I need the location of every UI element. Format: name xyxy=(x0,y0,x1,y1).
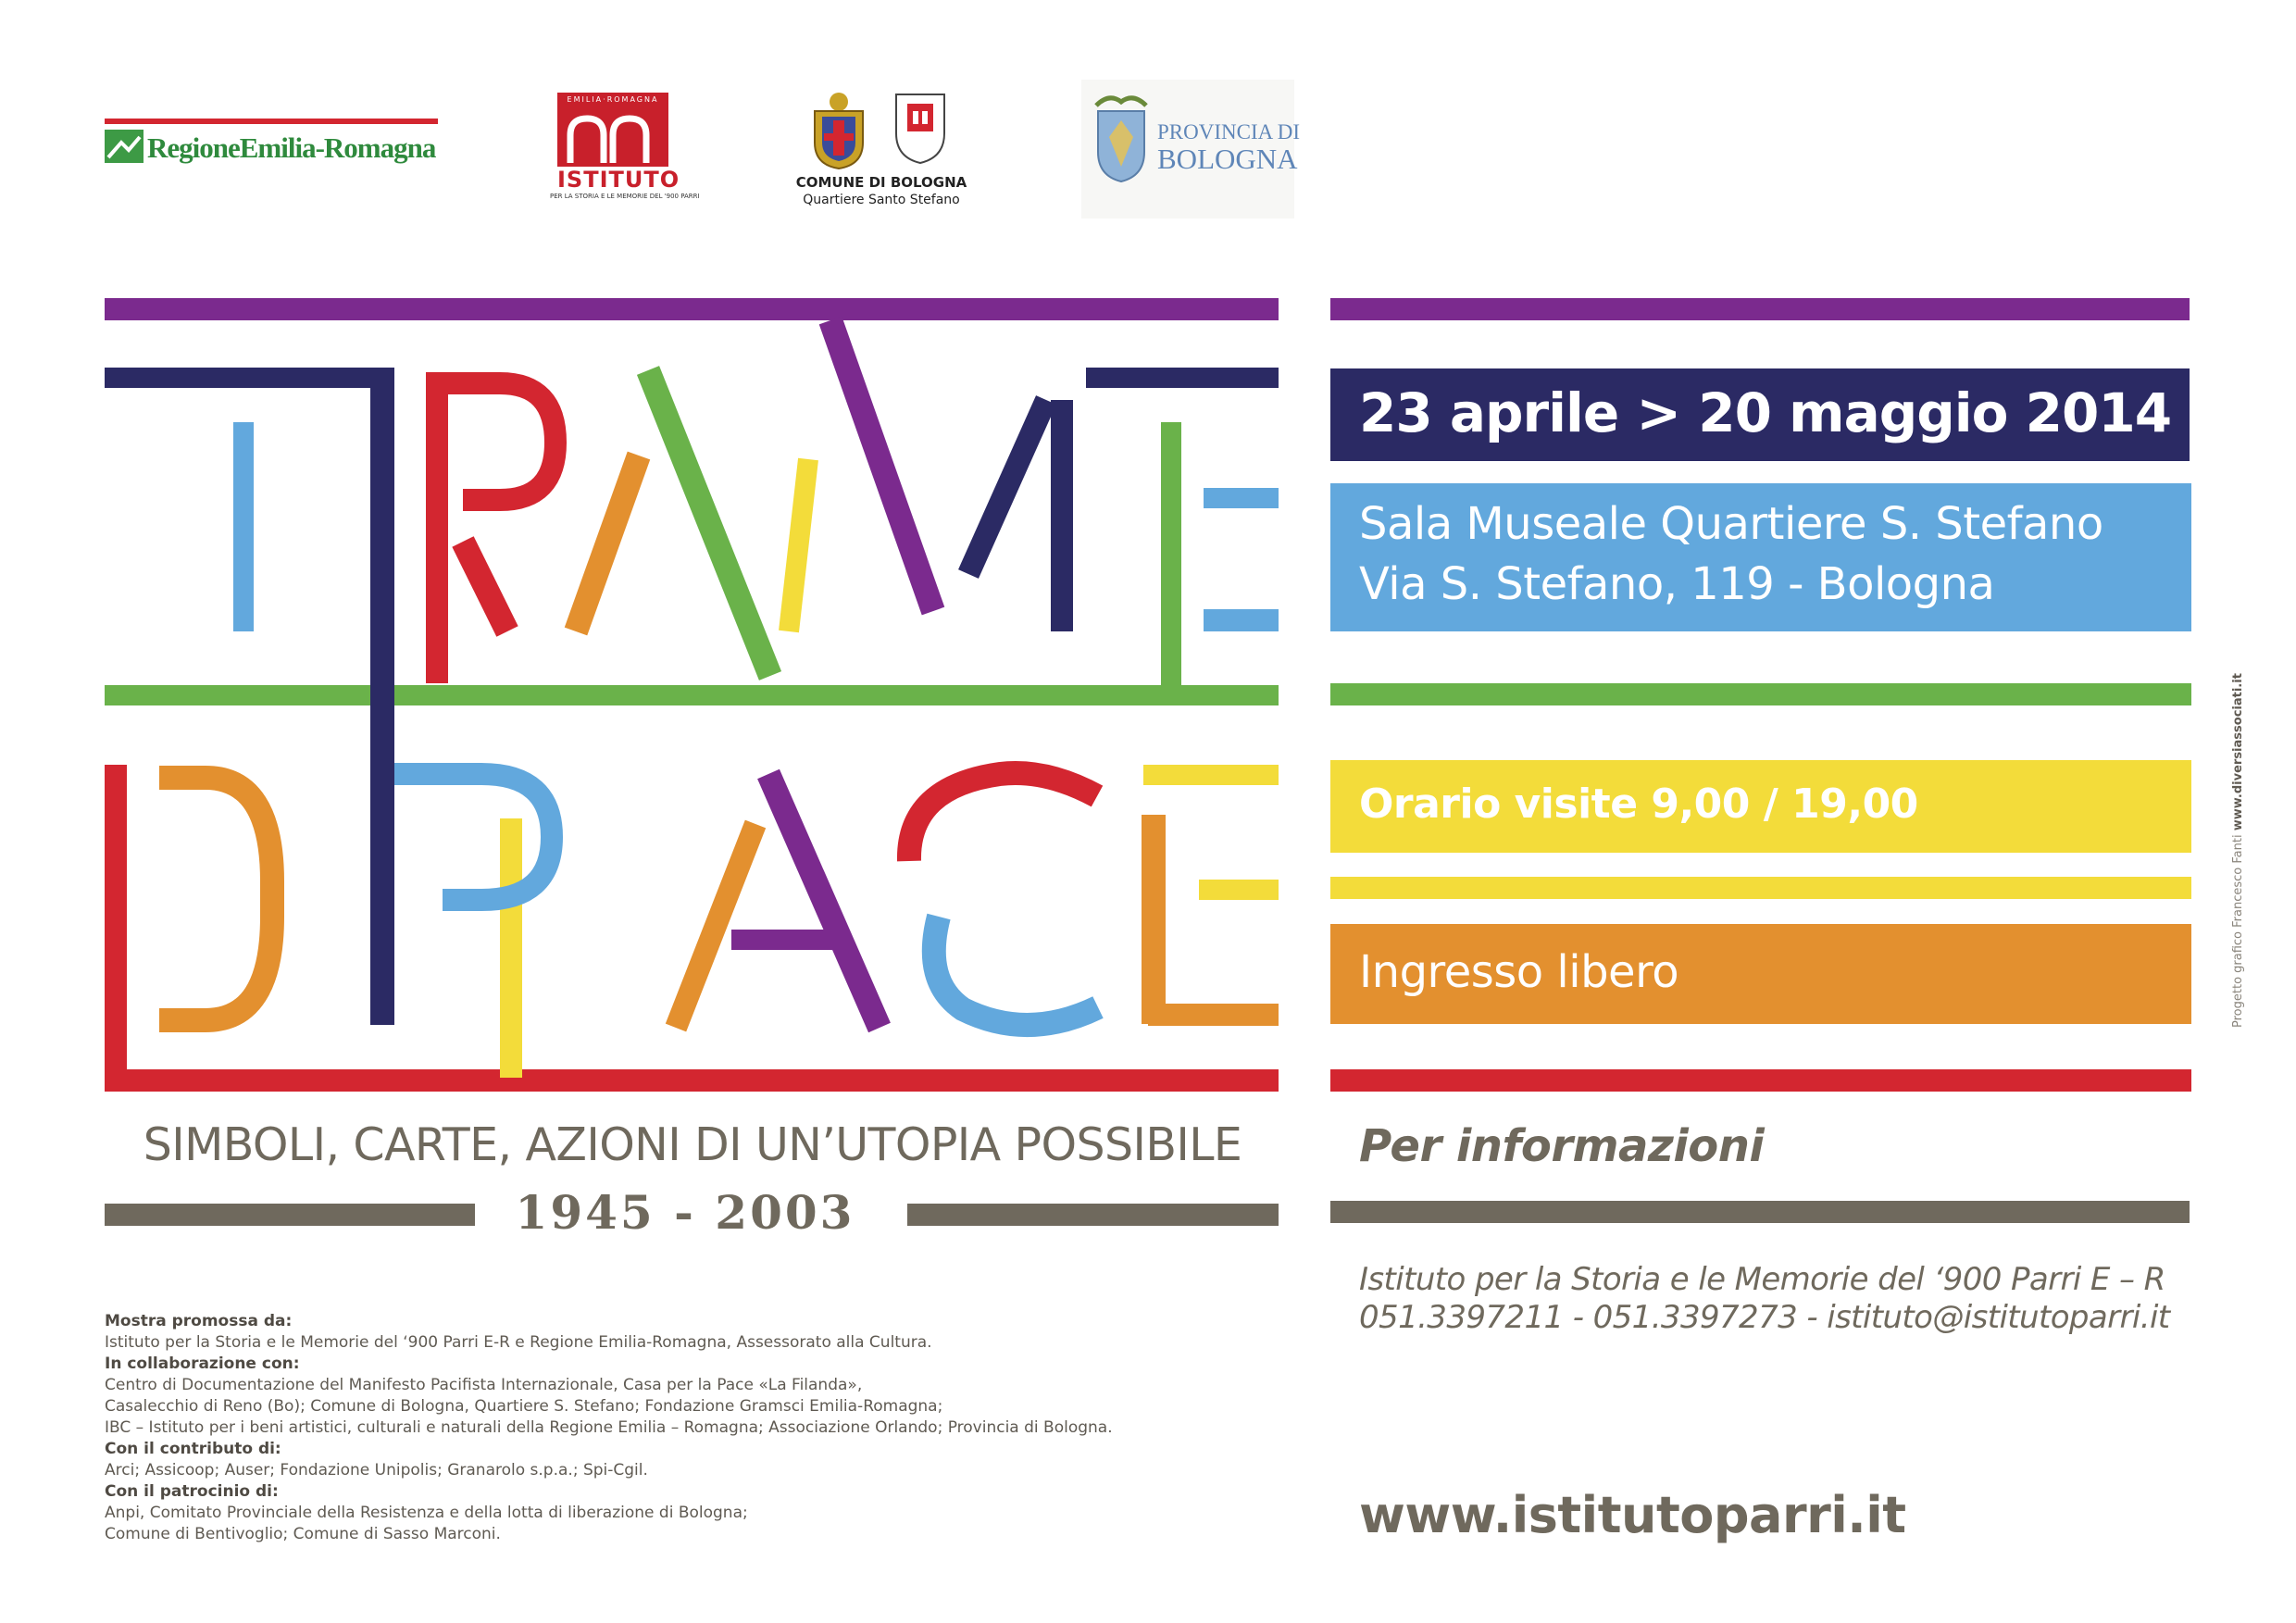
design-credit-site: www.diversiassociati.it xyxy=(2231,673,2245,831)
letter-m xyxy=(830,320,1073,631)
title-top-purple-bar xyxy=(105,298,1279,320)
free-entry: Ingresso libero xyxy=(1359,946,1679,998)
exhibition-dates: 23 aprile > 20 maggio 2014 xyxy=(1359,381,2172,444)
letter-p xyxy=(394,774,552,1078)
venue-name: Sala Museale Quartiere S. Stefano xyxy=(1359,498,2103,550)
comune-name: COMUNE DI BOLOGNA xyxy=(795,174,967,191)
collaboration-line-2: Casalecchio di Reno (Bo); Comune di Bologna, Quartiere S. Stefano; Fondazione Gramsci Emilia-Romagna; xyxy=(105,1397,943,1416)
right-green-bar xyxy=(1330,683,2191,705)
info-heading: Per informazioni xyxy=(1359,1120,1765,1172)
years-left-bar xyxy=(105,1204,475,1226)
letter-a2 xyxy=(676,774,880,1028)
collaboration-label: In collaborazione con: xyxy=(105,1355,300,1373)
design-credit-prefix: Progetto grafico Francesco Fanti xyxy=(2231,834,2245,1028)
contribution-label: Con il contributo di: xyxy=(105,1440,281,1458)
title-bottom-red-bar xyxy=(105,1069,1279,1092)
letter-e xyxy=(1086,368,1279,687)
right-red-bar xyxy=(1330,1069,2191,1092)
promoted-by-label: Mostra promossa da: xyxy=(105,1312,293,1330)
istituto-name: ISTITUTO xyxy=(557,167,680,193)
quartiere-name: Quartiere Santo Stefano xyxy=(803,193,960,207)
exhibition-years: 1945 - 2003 xyxy=(515,1185,855,1240)
design-credit-vertical xyxy=(2231,657,2248,1028)
letter-e2 xyxy=(1142,765,1279,1026)
letter-r xyxy=(426,372,555,683)
collaboration-line-1: Centro di Documentazione del Manifesto Pacifista Internazionale, Casa per la Pace «La Filanda», xyxy=(105,1376,863,1394)
right-gray-bar xyxy=(1330,1201,2190,1223)
letter-c xyxy=(909,773,1098,1025)
website-link[interactable]: www.istitutoparri.it xyxy=(1359,1486,1906,1544)
promoted-by-text: Istituto per la Storia e le Memorie del ‘900 Parri E-R e Regione Emilia-Romagna, Assessorato alla Cultura. xyxy=(105,1333,932,1352)
credits-block xyxy=(105,1311,1123,1545)
patronage-label: Con il patrocinio di: xyxy=(105,1482,279,1501)
right-yellow-bar xyxy=(1330,877,2191,899)
info-contacts: 051.3397211 - 051.3397273 - istituto@istitutoparri.it xyxy=(1359,1299,2170,1336)
regione-name: RegioneEmilia-Romagna xyxy=(147,131,436,164)
istituto-top-text: EMILIA·ROMAGNA xyxy=(567,95,659,104)
provincia-city: BOLOGNA xyxy=(1157,143,1298,175)
right-top-purple-bar xyxy=(1330,298,2190,320)
exhibition-subtitle: SIMBOLI, CARTE, AZIONI DI UN’UTOPIA POSSIBILE xyxy=(143,1118,1242,1171)
letter-d xyxy=(105,765,272,1092)
info-organization: Istituto per la Storia e le Memorie del ‘900 Parri E – R xyxy=(1359,1261,2165,1298)
collaboration-line-3: IBC – Istituto per i beni artistici, culturali e naturali della Regione Emilia – Romagna; Associazione Orlando; Provincia di Bologna. xyxy=(105,1418,1113,1437)
patronage-line-1: Anpi, Comitato Provinciale della Resistenza e della lotta di liberazione di Bologna; xyxy=(105,1504,748,1522)
visiting-hours: Orario visite 9,00 / 19,00 xyxy=(1359,780,1918,828)
title-middle-green-bar xyxy=(105,685,1279,705)
trame-di-pace-title-graphic xyxy=(0,0,1315,1111)
provincia-label: PROVINCIA DI xyxy=(1157,120,1300,144)
letter-a xyxy=(576,370,808,676)
patronage-line-2: Comune di Bentivoglio; Comune di Sasso Marconi. xyxy=(105,1525,501,1543)
venue-address: Via S. Stefano, 119 - Bologna xyxy=(1359,558,1995,610)
istituto-tagline: PER LA STORIA E LE MEMORIE DEL '900 PARRI xyxy=(550,193,700,200)
contribution-text: Arci; Assicoop; Auser; Fondazione Unipolis; Granarolo s.p.a.; Spi-Cgil. xyxy=(105,1461,648,1479)
years-right-bar xyxy=(907,1204,1279,1226)
